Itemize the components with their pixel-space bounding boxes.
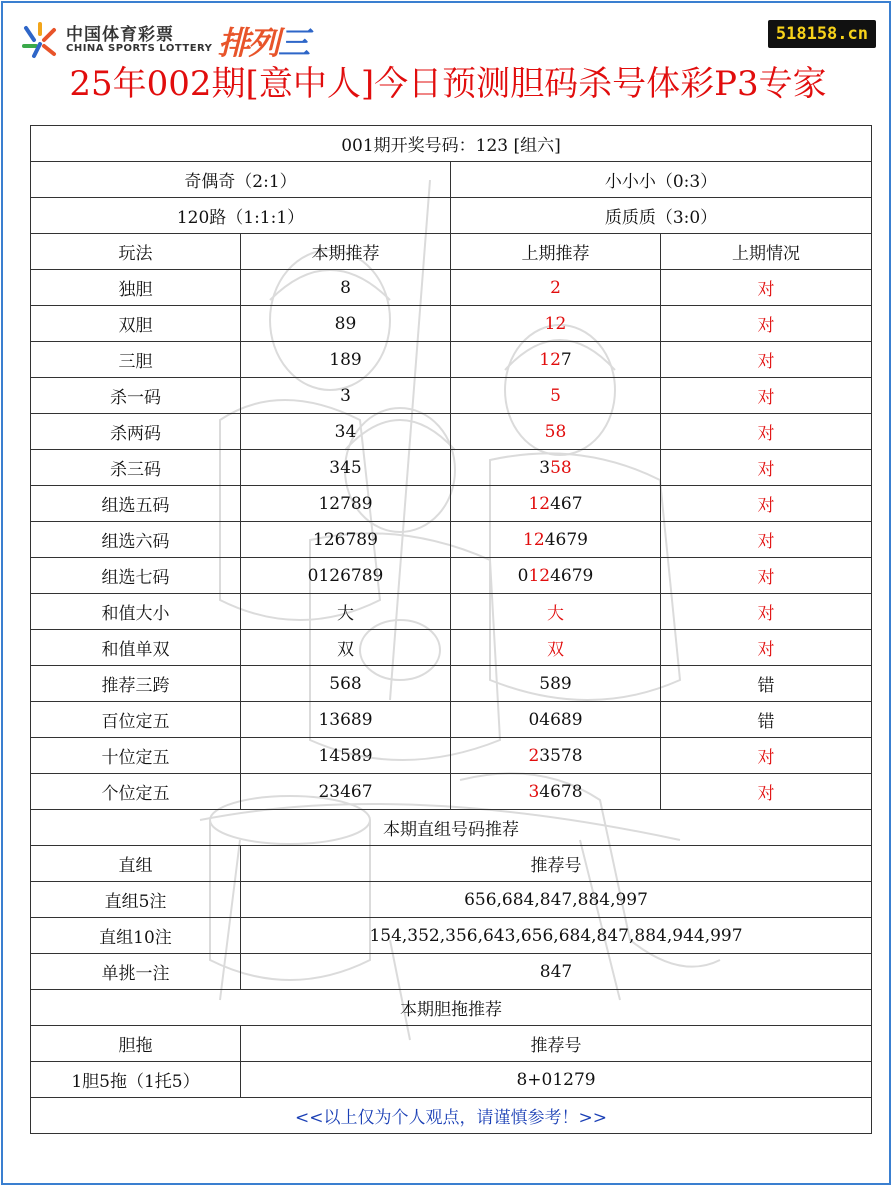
prediction-row	[31, 666, 872, 702]
play-cell: 组选七码	[31, 558, 241, 594]
prediction-table	[30, 125, 872, 1134]
result-cell: 对	[661, 450, 872, 486]
play-cell: 十位定五	[31, 738, 241, 774]
result-cell: 对	[661, 306, 872, 342]
current-cell: 189	[241, 342, 451, 378]
direct-heading-row	[31, 810, 872, 846]
current-cell: 0126789	[241, 558, 451, 594]
previous-rest: 4679	[550, 565, 594, 586]
summary-row-2	[31, 198, 872, 234]
previous-cell	[451, 774, 661, 810]
direct-header-row	[31, 846, 872, 882]
current-cell: 14589	[241, 738, 451, 774]
dantuo-heading-row	[31, 990, 872, 1026]
site-badge: 518158.cn	[768, 20, 876, 48]
dantuo-row-value: 8+01279	[241, 1062, 872, 1098]
result-cell: 错	[661, 666, 872, 702]
play-cell: 推荐三跨	[31, 666, 241, 702]
column-header-result: 上期情况	[661, 234, 872, 270]
result-cell: 对	[661, 630, 872, 666]
prediction-row	[31, 558, 872, 594]
current-cell: 13689	[241, 702, 451, 738]
result-cell: 对	[661, 486, 872, 522]
result-cell: 对	[661, 342, 872, 378]
prediction-row	[31, 702, 872, 738]
previous-prefix: 3	[539, 457, 551, 478]
direct-col-label: 直组	[31, 846, 241, 882]
previous-cell	[451, 666, 661, 702]
play-cell: 百位定五	[31, 702, 241, 738]
play-cell: 组选六码	[31, 522, 241, 558]
previous-hit: 12	[528, 565, 551, 586]
play-cell: 杀两码	[31, 414, 241, 450]
result-cell: 错	[661, 702, 872, 738]
direct-row	[31, 882, 872, 918]
previous-hit: 2	[528, 745, 540, 766]
game-name-logo: 排列三	[218, 24, 309, 62]
logo-english-text: CHINA SPORTS LOTTERY	[66, 43, 213, 54]
direct-row-value: 656,684,847,884,997	[241, 882, 872, 918]
previous-cell	[451, 342, 661, 378]
result-cell: 对	[661, 378, 872, 414]
previous-rest: 04689	[528, 709, 583, 730]
dantuo-header-row	[31, 1026, 872, 1062]
prediction-row	[31, 270, 872, 306]
play-cell: 和值单双	[31, 630, 241, 666]
current-cell: 大	[241, 594, 451, 630]
previous-hit: 58	[544, 421, 567, 442]
previous-cell	[451, 522, 661, 558]
previous-hit: 3	[528, 781, 540, 802]
prediction-row	[31, 378, 872, 414]
previous-rest: 7	[560, 349, 572, 370]
current-cell: 89	[241, 306, 451, 342]
result-cell: 对	[661, 270, 872, 306]
prediction-row	[31, 774, 872, 810]
previous-rest: 467	[550, 493, 583, 514]
previous-hit: 大	[547, 604, 564, 624]
previous-rest: 589	[539, 673, 572, 694]
previous-cell	[451, 486, 661, 522]
previous-cell	[451, 270, 661, 306]
header	[0, 0, 896, 115]
previous-hit: 12	[523, 529, 545, 550]
last-draw-row	[31, 126, 872, 162]
direct-row-value: 847	[241, 954, 872, 990]
direct-row-value: 154,352,356,643,656,684,847,884,944,997	[241, 918, 872, 954]
previous-rest: 4678	[539, 781, 583, 802]
direct-row-label: 直组10注	[31, 918, 241, 954]
previous-cell	[451, 702, 661, 738]
direct-row	[31, 954, 872, 990]
prediction-row	[31, 738, 872, 774]
direct-row-label: 单挑一注	[31, 954, 241, 990]
logo-chinese-text: 中国体育彩票	[66, 25, 174, 45]
current-cell: 12789	[241, 486, 451, 522]
prediction-row	[31, 594, 872, 630]
previous-cell	[451, 306, 661, 342]
dantuo-heading: 本期胆拖推荐	[31, 990, 872, 1026]
column-header-row	[31, 234, 872, 270]
play-cell: 双胆	[31, 306, 241, 342]
last-draw-cell: 001期开奖号码：123 [组六]	[31, 126, 872, 162]
prediction-row	[31, 450, 872, 486]
column-header-previous: 上期推荐	[451, 234, 661, 270]
current-cell: 3	[241, 378, 451, 414]
play-cell: 和值大小	[31, 594, 241, 630]
summary-row-1	[31, 162, 872, 198]
direct-heading: 本期直组号码推荐	[31, 810, 872, 846]
previous-cell	[451, 450, 661, 486]
play-cell: 三胆	[31, 342, 241, 378]
odd-even-cell: 奇偶奇（2:1）	[31, 162, 451, 198]
route-cell: 120路（1:1:1）	[31, 198, 451, 234]
prediction-row	[31, 486, 872, 522]
prediction-row	[31, 342, 872, 378]
play-cell: 独胆	[31, 270, 241, 306]
previous-cell	[451, 630, 661, 666]
current-cell: 568	[241, 666, 451, 702]
play-cell: 杀一码	[31, 378, 241, 414]
direct-row	[31, 918, 872, 954]
direct-col-value: 推荐号	[241, 846, 872, 882]
previous-rest: 3578	[539, 745, 583, 766]
direct-row-label: 直组5注	[31, 882, 241, 918]
prediction-row	[31, 630, 872, 666]
previous-hit: 12	[539, 349, 561, 370]
previous-cell	[451, 414, 661, 450]
previous-hit: 5	[550, 385, 561, 406]
previous-cell	[451, 558, 661, 594]
prediction-row	[31, 306, 872, 342]
previous-hit: 12	[544, 313, 567, 334]
previous-hit: 58	[550, 457, 572, 478]
play-cell: 个位定五	[31, 774, 241, 810]
previous-cell	[451, 594, 661, 630]
previous-hit: 12	[528, 493, 551, 514]
current-cell: 23467	[241, 774, 451, 810]
dantuo-row	[31, 1062, 872, 1098]
play-cell: 组选五码	[31, 486, 241, 522]
prime-cell: 质质质（3:0）	[451, 198, 872, 234]
prediction-row	[31, 522, 872, 558]
previous-cell	[451, 378, 661, 414]
play-cell: 杀三码	[31, 450, 241, 486]
column-header-play: 玩法	[31, 234, 241, 270]
previous-rest: 4679	[544, 529, 588, 550]
page-title: 25年002期[意中人]今日预测胆码杀号体彩P3专家	[69, 64, 827, 104]
previous-cell	[451, 738, 661, 774]
dantuo-col-label: 胆拖	[31, 1026, 241, 1062]
column-header-current: 本期推荐	[241, 234, 451, 270]
footer-note: <<以上仅为个人观点，请谨慎参考！>>	[31, 1098, 872, 1134]
result-cell: 对	[661, 774, 872, 810]
previous-hit: 2	[550, 277, 561, 298]
current-cell: 34	[241, 414, 451, 450]
dantuo-col-value: 推荐号	[241, 1026, 872, 1062]
current-cell: 126789	[241, 522, 451, 558]
current-cell: 双	[241, 630, 451, 666]
current-cell: 8	[241, 270, 451, 306]
result-cell: 对	[661, 738, 872, 774]
result-cell: 对	[661, 522, 872, 558]
dantuo-row-label: 1胆5拖（1托5）	[31, 1062, 241, 1098]
big-small-cell: 小小小（0:3）	[451, 162, 872, 198]
result-cell: 对	[661, 414, 872, 450]
result-cell: 对	[661, 558, 872, 594]
previous-prefix: 0	[517, 565, 529, 586]
current-cell: 345	[241, 450, 451, 486]
footer-row	[31, 1098, 872, 1134]
result-cell: 对	[661, 594, 872, 630]
prediction-row	[31, 414, 872, 450]
previous-hit: 双	[547, 640, 564, 660]
lottery-logo-icon	[20, 20, 60, 60]
